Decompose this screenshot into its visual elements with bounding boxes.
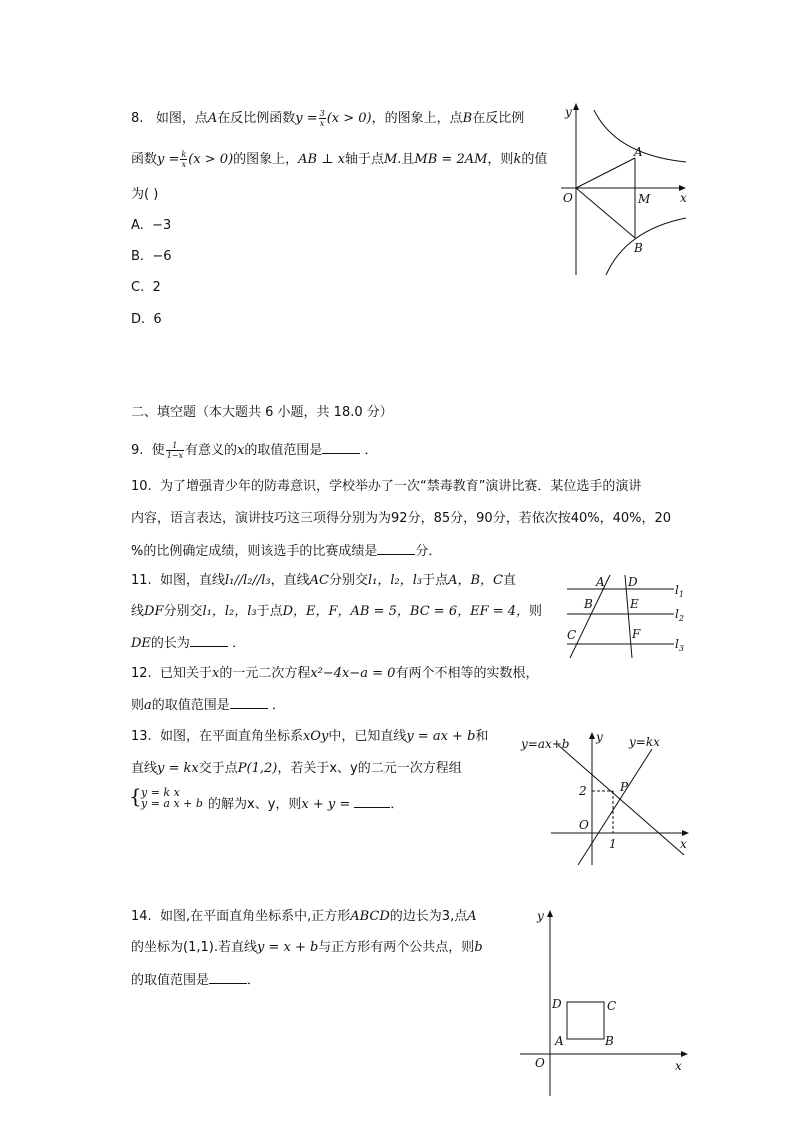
- square-ABCD: [567, 1002, 604, 1039]
- label-line1: y=ax+b: [521, 737, 570, 751]
- label-O: O: [579, 818, 589, 832]
- label-x: x: [680, 837, 687, 851]
- label-B: B: [605, 1034, 614, 1048]
- q13-line2: 直线y = kx交于点P(1,2)，若关于x、y的二元一次方程组: [131, 761, 462, 776]
- label-y: y: [565, 105, 572, 119]
- label-A: A: [555, 1034, 564, 1048]
- q11-line3: DE的长为 ．: [131, 636, 246, 651]
- q14-line2: 的坐标为(1,1).若直线y = x + b与正方形有两个公共点，则b: [131, 940, 483, 955]
- q8-choice-b[interactable]: B. −6: [131, 249, 172, 264]
- q10-answer-blank[interactable]: [377, 542, 415, 555]
- q8-number: 8.: [131, 111, 144, 126]
- figure-q13: [516, 727, 696, 867]
- figure-q8: [556, 100, 696, 280]
- label-C: C: [567, 628, 577, 642]
- q11-line1: 11. 如图，直线l₁//l₂//l₃，直线AC分别交l₁，l₂，l₃于点A，B，C直: [131, 573, 517, 588]
- q8-choice-a[interactable]: A. −3: [131, 218, 172, 233]
- label-y: y: [537, 909, 544, 923]
- label-B: B: [634, 241, 643, 255]
- label-A: A: [596, 575, 605, 589]
- q14-line1: 14. 如图,在平面直角坐标系中,正方形ABCD的边长为3,点A: [131, 909, 477, 924]
- label-D: D: [628, 575, 638, 589]
- q9: 9. 使 $\frac{1}{1-x}$ 有意义的x的取值范围是 ．: [131, 441, 378, 460]
- fraction-1-over-1-minus-x: $\frac{1}{1-x}$: [166, 441, 183, 460]
- label-M: M: [638, 192, 651, 206]
- q12-answer-blank[interactable]: [230, 696, 268, 709]
- fraction-3-over-x: $\frac{3}{x}$: [319, 109, 325, 128]
- q8-line1: 8. 如图，点A在反比例函数y = $\frac{3}{x}$ (x > 0)，的图象上，点B在反比例: [131, 109, 525, 128]
- label-l2: $l_2$: [675, 607, 684, 623]
- label-O: O: [563, 191, 573, 205]
- q13-line3: 的解为x、y，则x + y = ．: [208, 797, 404, 812]
- q9-answer-blank[interactable]: [322, 441, 360, 454]
- label-l1: $l_1$: [675, 583, 684, 599]
- segment-OB: [576, 188, 635, 238]
- q12-line2: 则a的取值范围是 ．: [131, 698, 285, 713]
- figure-q11: [562, 572, 697, 662]
- q11-line2: 线DF分别交l₁，l₂，l₃于点D，E，F，AB = 5，BC = 6，EF = 4，则: [131, 604, 543, 619]
- label-A: A: [634, 145, 643, 159]
- label-E: E: [630, 597, 639, 611]
- label-1: 1: [609, 837, 617, 851]
- q14-answer-blank[interactable]: [209, 971, 247, 984]
- curve-lower: [606, 218, 686, 275]
- y-axis-arrow: [547, 910, 553, 917]
- q14-line3: 的取值范围是 ．: [131, 973, 261, 988]
- label-P: P: [620, 780, 629, 794]
- label-D: D: [552, 997, 562, 1011]
- label-x: x: [680, 191, 687, 205]
- q10-line3: %的比例确定成绩，则该选手的比赛成绩是 分．: [131, 544, 442, 559]
- line-y-ax-plus-b: [558, 745, 684, 855]
- label-O: O: [535, 1056, 545, 1070]
- q13-answer-blank[interactable]: [354, 795, 390, 808]
- q10-line2: 内容，语言表达，演讲技巧这三项得分别为为92分，85分，90分，若依次按40%，40%，20: [131, 511, 672, 526]
- y-axis-arrow: [573, 103, 579, 110]
- label-F: F: [632, 627, 641, 641]
- q8-line2: 函数y = $\frac{k}{x}$ (x > 0)的图象上，AB ⊥ x轴于点M.且MB = 2AM，则k的值: [131, 150, 548, 169]
- q13-system: y = k x y = a x + b: [141, 786, 203, 810]
- label-y: y: [596, 730, 603, 744]
- q10-line1: 10. 为了增强青少年的防毒意识，学校举办了一次“禁毒教育”演讲比赛．某位选手的演讲: [131, 479, 642, 494]
- label-line2: y=kx: [629, 735, 660, 749]
- q8-choice-c[interactable]: C. 2: [131, 280, 161, 295]
- q12-line1: 12. 已知关于x的一元二次方程x²−4x−a = 0有两个不相等的实数根，: [131, 666, 539, 681]
- system-brace: {: [129, 784, 142, 808]
- label-x: x: [675, 1059, 682, 1073]
- q8-choice-d[interactable]: D. 6: [131, 312, 162, 327]
- label-l3: $l_3$: [675, 637, 684, 653]
- q11-answer-blank[interactable]: [190, 634, 228, 647]
- figure-q14: [515, 904, 695, 1099]
- y-axis-arrow: [589, 732, 595, 739]
- x-axis-arrow: [681, 1051, 688, 1057]
- label-B: B: [584, 597, 593, 611]
- segment-OA: [576, 158, 635, 188]
- section-title: 二、填空题（本大题共 6 小题，共 18.0 分）: [131, 405, 393, 420]
- label-2: 2: [579, 784, 587, 798]
- x-axis-arrow: [682, 830, 689, 836]
- q8-line3: 为( ): [131, 187, 159, 202]
- label-C: C: [607, 999, 617, 1013]
- fraction-k-over-x: $\frac{k}{x}$: [181, 150, 187, 169]
- q13-line1: 13. 如图，在平面直角坐标系xOy中，已知直线y = ax + b和: [131, 729, 489, 744]
